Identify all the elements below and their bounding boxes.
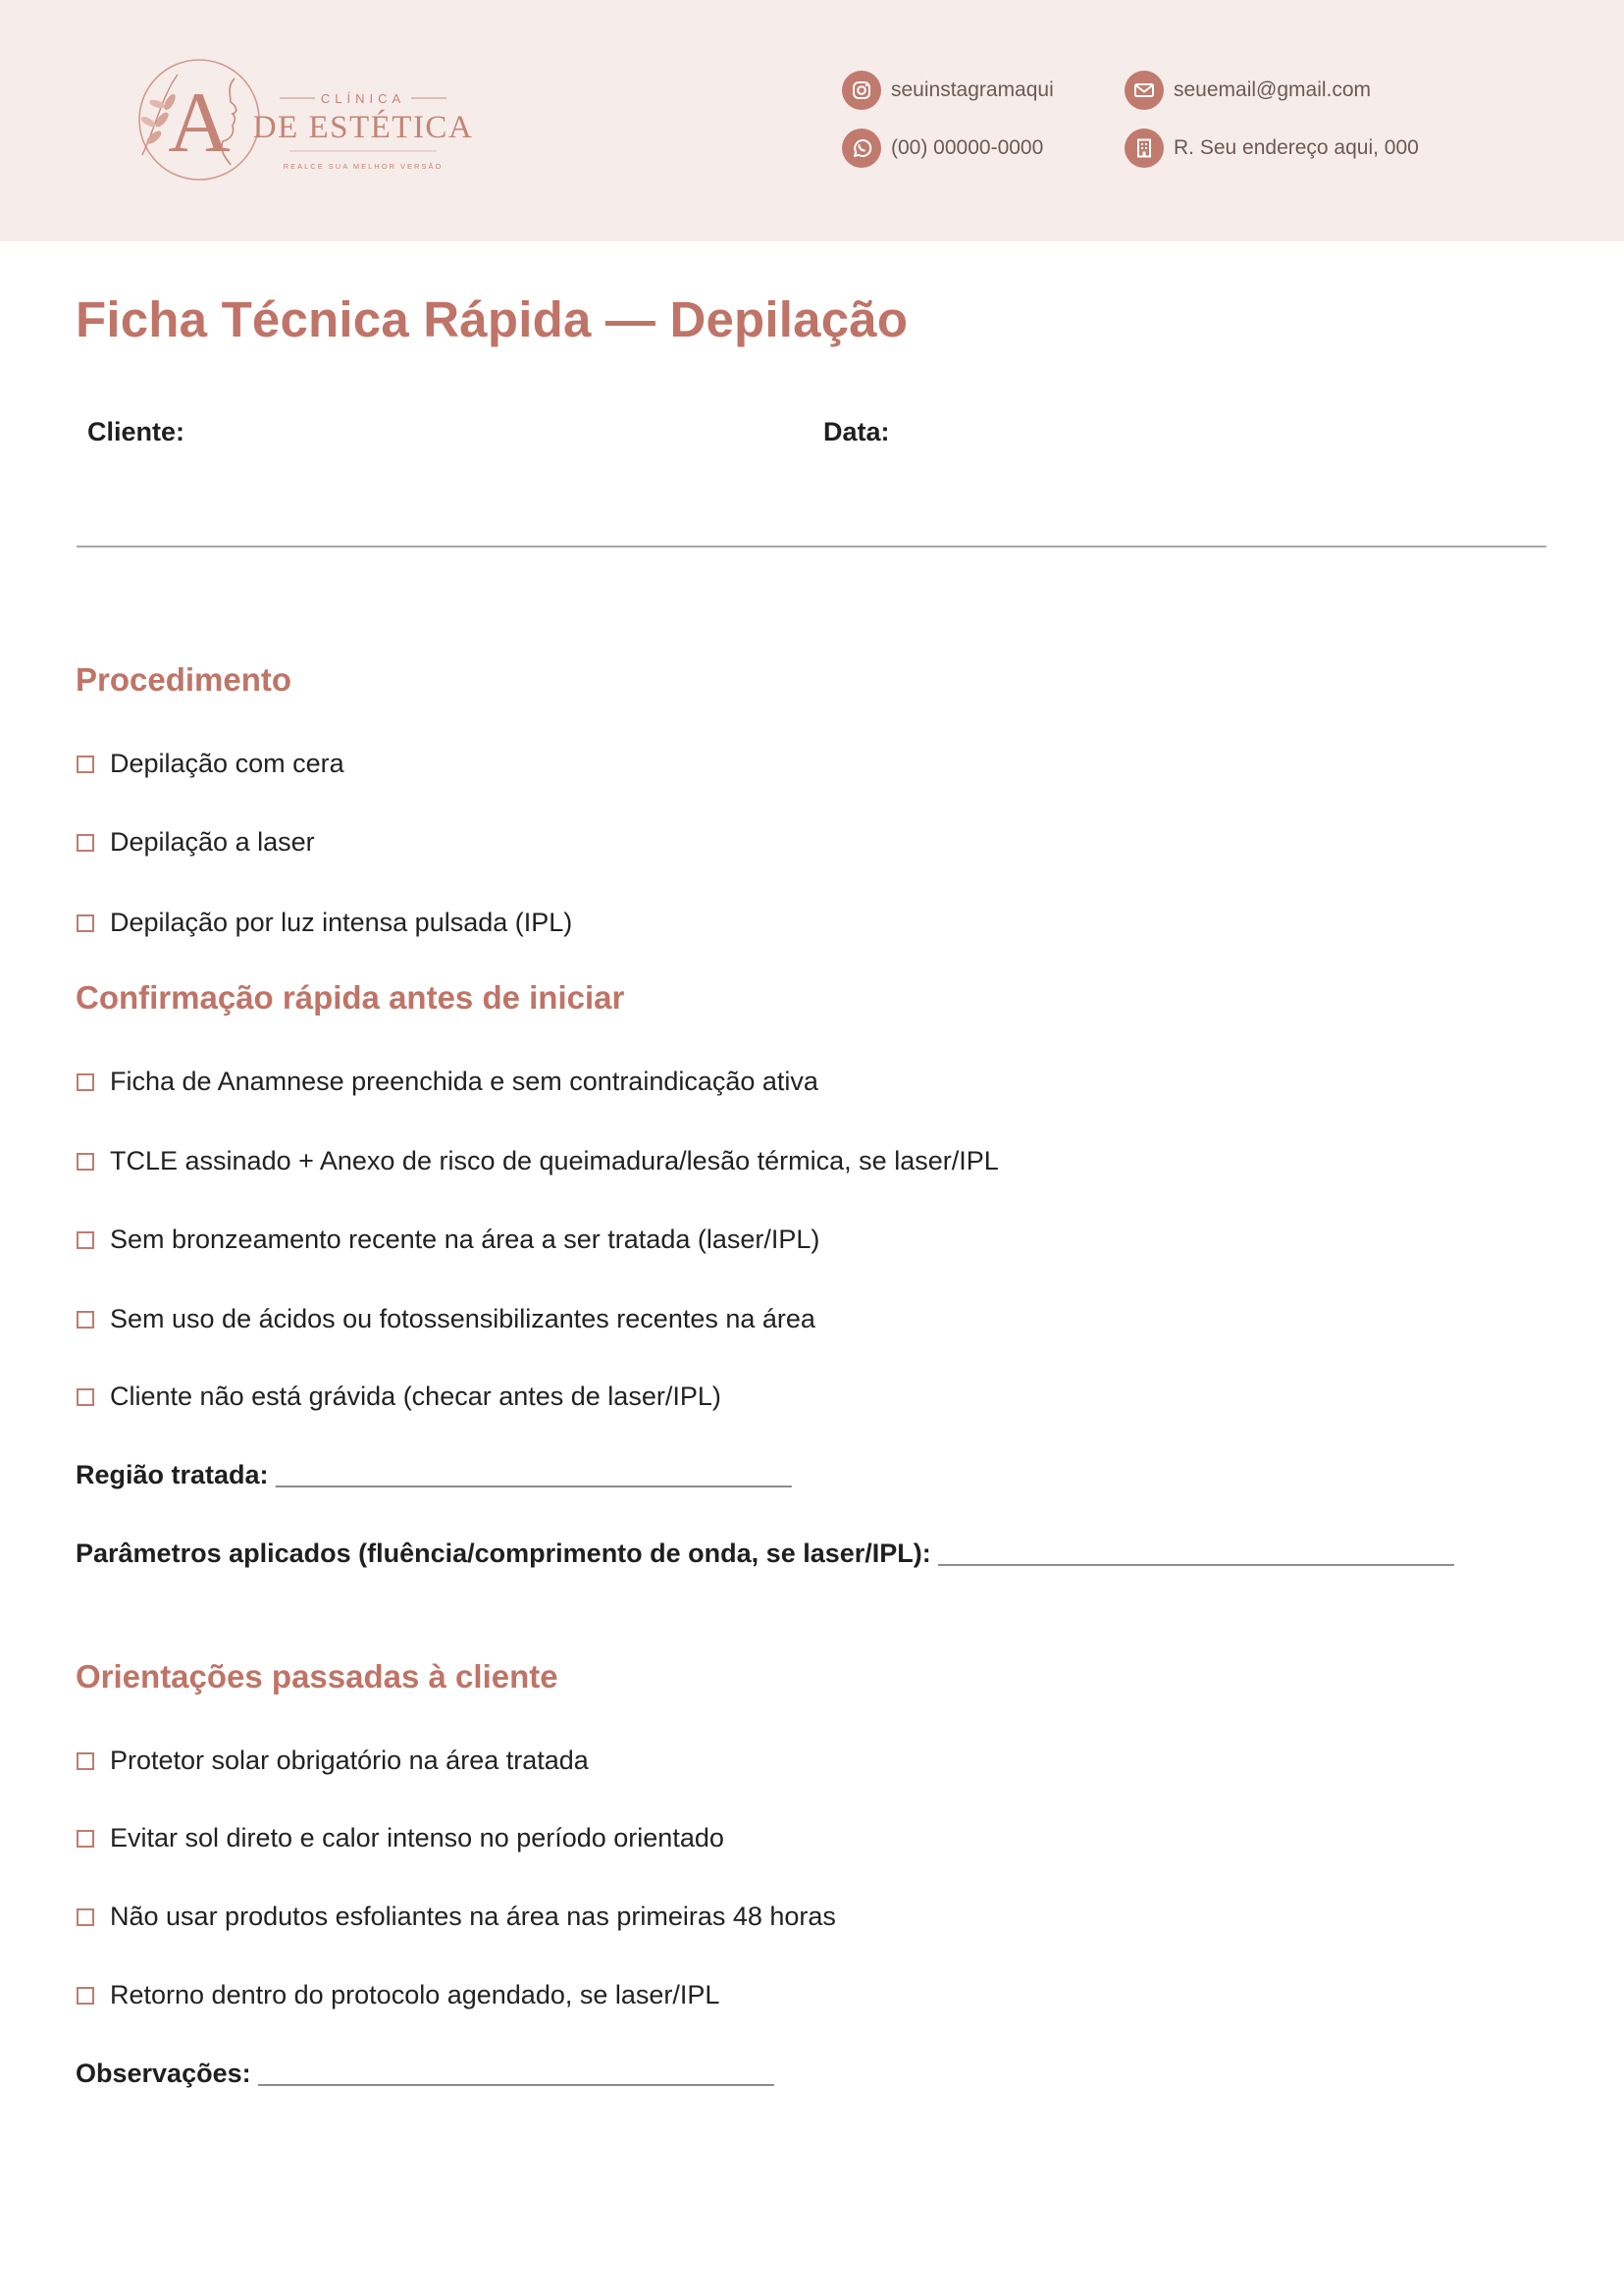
checkbox[interactable] [77, 914, 94, 932]
checkbox-label: Retorno dentro do protocolo agendado, se laser/IPL [110, 1980, 720, 2009]
logo-tagline: REALCE SUA MELHOR VERSÃO [283, 162, 444, 171]
observacoes-field[interactable]: Observações: ___________________________________ [76, 2059, 774, 2088]
clinic-logo [132, 57, 476, 186]
regiao-field[interactable]: Região tratada: ___________________________________ [76, 1460, 792, 1489]
checkbox-label: Depilação a laser [110, 827, 315, 857]
address-text: R. Seu endereço aqui, 000 [1174, 136, 1419, 159]
checkbox-item[interactable] [77, 1146, 999, 1176]
checkbox-item[interactable] [77, 827, 315, 858]
checkbox-item[interactable] [77, 1067, 818, 1097]
checkbox-item[interactable] [77, 1382, 721, 1412]
checkbox-item[interactable] [77, 749, 344, 779]
checkbox[interactable] [77, 1388, 94, 1406]
page-title: Ficha Técnica Rápida — Depilação [76, 291, 909, 347]
checkbox[interactable] [77, 1231, 94, 1249]
checkbox-label: Sem bronzeamento recente na área a ser tratada (laser/IPL) [110, 1225, 820, 1254]
parametros-field[interactable]: Parâmetros aplicados (fluência/comprimento de onda, se laser/IPL): ___________________________________ [76, 1539, 1454, 1568]
mail-icon [1125, 71, 1164, 110]
checkbox-label: Protetor solar obrigatório na área tratada [110, 1746, 589, 1775]
logo-monogram: A [168, 76, 231, 171]
data-label[interactable]: Data: [823, 417, 890, 446]
checkbox[interactable] [77, 1830, 94, 1848]
section-procedimento-title: Procedimento [76, 661, 292, 698]
checkbox-label: Depilação com cera [110, 749, 344, 778]
divider [77, 546, 1546, 548]
building-icon [1125, 129, 1164, 168]
checkbox[interactable] [77, 1987, 94, 2005]
checkbox[interactable] [77, 1752, 94, 1770]
checkbox-label: TCLE assinado + Anexo de risco de queimadura/lesão térmica, se laser/IPL [110, 1146, 999, 1175]
checkbox[interactable] [77, 1908, 94, 1926]
checkbox-label: Não usar produtos esfoliantes na área nas primeiras 48 horas [110, 1902, 836, 1931]
checkbox-label: Ficha de Anamnese preenchida e sem contraindicação ativa [110, 1067, 818, 1096]
contact-email[interactable] [1125, 71, 1371, 110]
checkbox-label: Evitar sol direto e calor intenso no período orientado [110, 1823, 724, 1852]
whatsapp-icon [842, 129, 881, 168]
section-orientacoes-title: Orientações passadas à cliente [76, 1658, 558, 1695]
contact-instagram[interactable] [842, 71, 1054, 110]
checkbox[interactable] [77, 1311, 94, 1329]
checkbox-item[interactable] [77, 1823, 724, 1853]
phone-text: (00) 00000-0000 [891, 136, 1044, 159]
section-confirmacao-title: Confirmação rápida antes de iniciar [76, 979, 625, 1016]
checkbox-label: Depilação por luz intensa pulsada (IPL) [110, 908, 573, 937]
header-band [0, 0, 1624, 241]
email-text: seuemail@gmail.com [1174, 78, 1372, 101]
logo-line2: DE ESTÉTICA [252, 110, 474, 145]
checkbox-item[interactable] [77, 908, 572, 938]
checkbox-label: Sem uso de ácidos ou fotossensibilizantes recentes na área [110, 1304, 815, 1333]
contact-address[interactable] [1125, 129, 1419, 168]
instagram-text: seuinstagramaqui [891, 78, 1054, 101]
logo-line1: CLÍNICA [320, 91, 406, 106]
instagram-icon [842, 71, 881, 110]
checkbox-item[interactable] [77, 1746, 589, 1776]
checkbox-item[interactable] [77, 1304, 815, 1334]
checkbox[interactable] [77, 834, 94, 852]
checkbox[interactable] [77, 1073, 94, 1091]
contact-phone[interactable] [842, 129, 1043, 168]
checkbox-item[interactable] [77, 1225, 819, 1255]
cliente-label[interactable]: Cliente: [87, 417, 185, 446]
checkbox-item[interactable] [77, 1980, 719, 2010]
checkbox-item[interactable] [77, 1902, 836, 1932]
checkbox-label: Cliente não está grávida (checar antes de laser/IPL) [110, 1382, 721, 1411]
checkbox[interactable] [77, 756, 94, 773]
checkbox[interactable] [77, 1153, 94, 1171]
